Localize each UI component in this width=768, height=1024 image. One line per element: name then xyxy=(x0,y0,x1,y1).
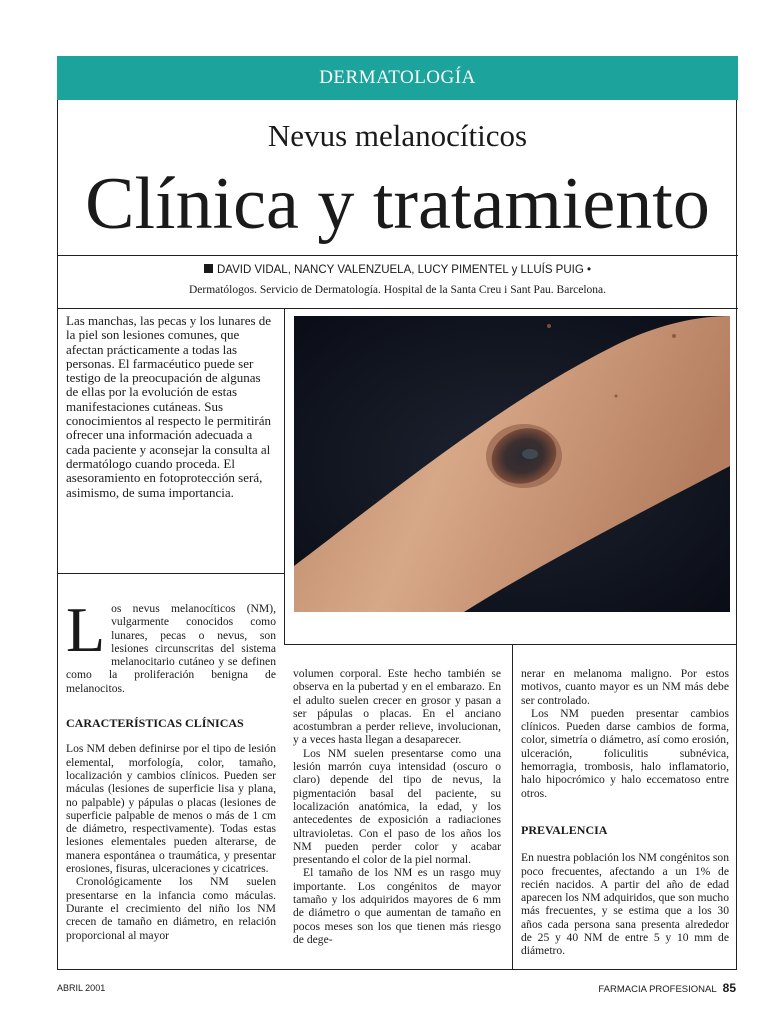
article-subtitle: Nevus melanocíticos xyxy=(267,118,528,153)
authors-line xyxy=(57,264,738,276)
section-heading: CARACTERÍSTICAS CLÍNICAS xyxy=(66,716,244,731)
paragraph: El tamaño de los NM es un rasgo muy importante. Los congénitos de mayor tamaño y los adquiridos mayores de 6 mm de diámetro o que aumentan de tamaño en pocos meses son los que tienen más riesgo de dege- xyxy=(293,866,501,946)
column-divider xyxy=(512,644,513,970)
skin-lesion-icon xyxy=(294,316,730,612)
divider xyxy=(57,573,284,574)
paragraph: Los NM deben definirse por el tipo de lesión elemental, morfología, color, tamaño, localización y cambios clínicos. Pueden ser máculas (lesiones de superficie lisa y plana, no palpable) y pápulas o placas (lesiones de superficie palpable de menos o más de 1 cm de diámetro, respectivamente). Todas estas lesiones elementales pueden alterarse, de manera espontánea o traumática, y presentar erosiones, fisuras, ulceraciones y cicatrices. xyxy=(66,742,276,876)
column-2 xyxy=(293,667,501,946)
drop-cap: L xyxy=(66,594,106,665)
paragraph: Los NM pueden presentar cambios clínicos. Pueden darse cambios de forma, color, simetría o diámetro, así como erosión, ulceración, foliculitis subnévica, hemorragia, trombosis, halo inflamatorio, halo hipocrómico y halo eccematoso entre otros. xyxy=(521,706,729,800)
paragraph: volumen corporal. Este hecho también se observa en la pubertad y en el embarazo. En el adulto suelen crecer en grosor y pasan a ser pápulas o placas. En el anciano acostumbran a perder relieve, involucionan, y a veces hasta llegan a desaparecer. xyxy=(293,667,501,747)
divider xyxy=(284,644,737,645)
column-3 xyxy=(521,667,729,958)
page-number: 85 xyxy=(722,981,736,995)
divider xyxy=(57,308,738,309)
column-divider xyxy=(284,308,285,644)
issue-date: ABRIL 2001 xyxy=(57,983,106,993)
affiliation: Dermatólogos. Servicio de Dermatología. Hospital de la Santa Creu i Sant Pau. Barcelona. xyxy=(188,284,607,296)
article-title: Clínica y tratamiento xyxy=(85,163,710,245)
authors: DAVID VIDAL, NANCY VALENZUELA, LUCY PIMENTEL y LLUÍS PUIG • xyxy=(216,264,592,276)
paragraph: Cronológicamente los NM suelen presentarse en la infancia como máculas. Durante el crecimiento del niño los NM crecen de tamaño en diámetro, en relación proporcional al mayor xyxy=(66,875,276,942)
skin-lesion-photo xyxy=(294,316,730,612)
divider xyxy=(57,255,738,256)
journal-name: FARMACIA PROFESIONAL xyxy=(598,984,717,995)
lead-paragraph: os nevus melanocíticos (NM), vulgarmente conocidos como lunares, pecas o nevus, son lesiones circunscritas del sistema melanocitario cutáneo y se definen como la proliferación benigna de melanocitos. xyxy=(66,602,276,695)
section-banner: DERMATOLOGÍA xyxy=(57,56,738,100)
paragraph: nerar en melanoma maligno. Por estos motivos, cuanto mayor es un NM más debe ser controlado. xyxy=(521,667,729,707)
square-bullet-icon xyxy=(204,264,213,273)
column-1 xyxy=(66,594,276,942)
intro-text: Las manchas, las pecas y los lunares de la piel son lesiones comunes, que afectan prácticamente a todas las personas. El farmacéutico puede ser testigo de la preocupación de algunas de ellas por la evolución de estas manifestaciones cutáneas. Sus conocimientos al respecto le permitirán ofrecer una información adecuada a cada paciente y aconsejar la consulta al dermatólogo cuando proceda. El asesoramiento en fotoprotección será, asimismo, de suma importancia. xyxy=(66,313,272,500)
paragraph: En nuestra población los NM congénitos son poco frecuentes, afectando a un 1% de recién nacidos. A partir del año de edad aparecen los NM adquiridos, que son mucho más frecuentes, y se estima que a los 30 años cada persona sana presenta alrededor de 25 y 40 NM de entre 5 y 10 mm de diámetro. xyxy=(521,851,730,958)
paragraph: Los NM suelen presentarse como una lesión marrón cuya intensidad (oscuro o claro) depende del tipo de nevus, la pigmentación basal del paciente, su localización anatómica, la edad, y los antecedentes de exposición a radiaciones ultravioletas. Con el paso de los años los NM pueden perder color y acabar presentando el color de la piel normal. xyxy=(293,746,501,867)
footer-journal xyxy=(598,981,736,995)
section-heading: PREVALENCIA xyxy=(521,822,608,837)
